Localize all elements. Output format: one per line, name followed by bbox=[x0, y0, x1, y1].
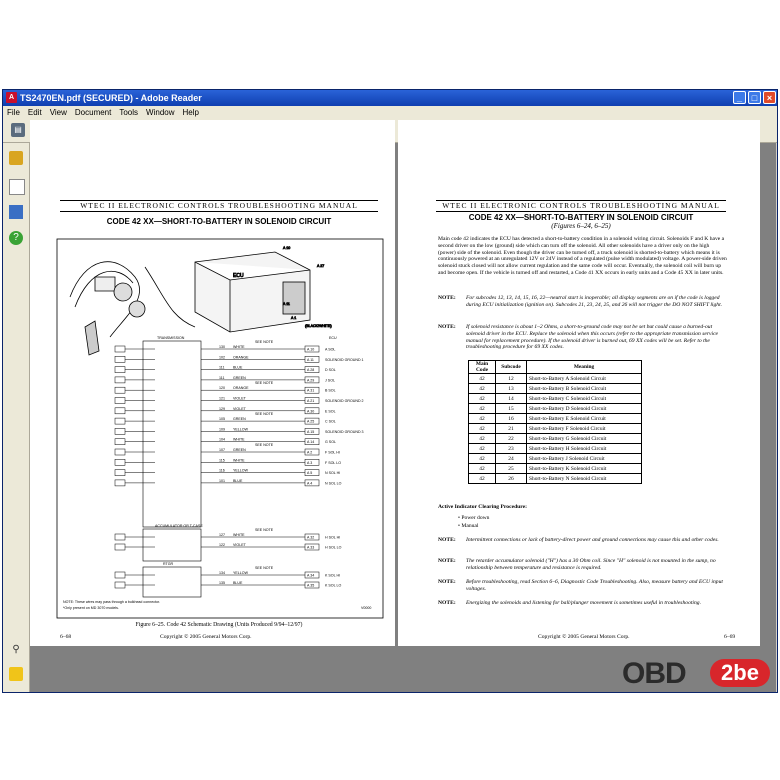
pages-icon[interactable] bbox=[9, 179, 25, 195]
wire-number: 105 bbox=[219, 417, 225, 422]
adobe-reader-icon: A bbox=[6, 92, 17, 103]
note-label-3: NOTE: bbox=[438, 537, 456, 543]
see-note-label: SEE NOTE bbox=[255, 412, 274, 417]
clearing-item-2-text: Manual bbox=[461, 523, 479, 529]
wire-number: 135 bbox=[219, 581, 225, 585]
wire-color: GREEN bbox=[233, 448, 246, 452]
logo-2be-text: 2be bbox=[710, 659, 770, 687]
cell-main-code: 42 bbox=[469, 464, 496, 474]
ecu-pin: A 14 bbox=[307, 440, 315, 445]
wire-color: YELLOW bbox=[233, 427, 248, 432]
page-header: WTEC II ELECTRONIC CONTROLS TROUBLESHOOTING MANUAL bbox=[60, 200, 378, 212]
ecu-pin: A 11 bbox=[307, 357, 314, 362]
menu-document[interactable]: Document bbox=[74, 108, 112, 117]
note-label-6: NOTE: bbox=[438, 600, 456, 606]
see-note-label: SEE NOTE bbox=[255, 381, 274, 386]
solenoid-label: SOLENOID GROUND 2 bbox=[325, 399, 364, 403]
col-meaning: Meaning bbox=[527, 361, 642, 374]
wire-color: VIOLET bbox=[233, 396, 246, 401]
table-row bbox=[469, 374, 642, 384]
table-row bbox=[469, 414, 642, 424]
cell-meaning: Short-to-Battery G Solenoid Circuit bbox=[527, 434, 642, 444]
note-4: The retarder accumulator solenoid ("H") has a 30 Ohm coil. Since "H" solenoid is not mounted in the sump, no relationship between temperature and resistance is required. bbox=[466, 558, 716, 571]
wire-number: 111 bbox=[219, 365, 225, 370]
cell-subcode: 21 bbox=[496, 424, 527, 434]
clearing-title: Active Indicator Clearing Procedure: bbox=[438, 504, 528, 510]
wire-color: WHITE bbox=[233, 458, 245, 463]
cell-subcode: 24 bbox=[496, 454, 527, 464]
section-subtitle: (Figures 6–24, 6–25) bbox=[551, 222, 611, 230]
ecu-pin: A 15 bbox=[307, 429, 315, 434]
table-row bbox=[469, 434, 642, 444]
ecu-column-label: ECU bbox=[329, 336, 337, 340]
ecu-pin: A 29 bbox=[307, 378, 315, 383]
menu-edit[interactable]: Edit bbox=[27, 108, 42, 117]
wire-color: BLUE bbox=[233, 581, 243, 585]
solenoid-label: B SOL bbox=[325, 388, 336, 393]
solenoid-label: G SOL bbox=[325, 440, 336, 445]
wire-number: 109 bbox=[219, 427, 225, 432]
cell-subcode: 14 bbox=[496, 394, 527, 404]
see-note-label: SEE NOTE bbox=[255, 340, 274, 344]
ecu-pin: A 25 bbox=[307, 419, 315, 424]
ecu-pin: A 2 bbox=[307, 450, 313, 455]
solenoid-label: N SOL HI bbox=[325, 471, 341, 476]
right-page bbox=[398, 120, 760, 646]
figure-caption: Figure 6–25. Code 42 Schematic Drawing (Units Produced 9/94–12/97) bbox=[135, 622, 303, 628]
cell-meaning: Short-to-Battery D Solenoid Circuit bbox=[527, 404, 642, 414]
solenoid-label: N SOL LO bbox=[325, 481, 342, 486]
connector-label-a10: A 10 bbox=[283, 246, 291, 250]
note-label-2: NOTE: bbox=[438, 324, 456, 330]
table-row bbox=[469, 474, 642, 484]
wire-color: YELLOW bbox=[233, 468, 248, 473]
close-button[interactable]: × bbox=[763, 91, 776, 104]
ecu-pin: A 3 bbox=[307, 460, 313, 465]
wire-color: GREEN bbox=[233, 417, 246, 422]
cell-main-code: 42 bbox=[469, 404, 496, 414]
accumulator-label: ACCUMULATOR OR T-CASE bbox=[155, 524, 203, 528]
cell-meaning: Short-to-Battery H Solenoid Circuit bbox=[527, 444, 642, 454]
cell-meaning: Short-to-Battery C Solenoid Circuit bbox=[527, 394, 642, 404]
see-note-label: SEE NOTE bbox=[255, 528, 274, 532]
solenoid-label: C SOL bbox=[325, 419, 336, 424]
right-page-copyright: Copyright © 2005 General Motors Corp. bbox=[538, 634, 630, 640]
comment-icon[interactable] bbox=[9, 667, 23, 681]
ecu-pin: A 34 bbox=[307, 573, 315, 578]
wire-number: 127 bbox=[219, 533, 225, 537]
see-note-label: SEE NOTE bbox=[255, 443, 274, 447]
col-subcode: Subcode bbox=[496, 361, 527, 374]
page-header: WTEC II ELECTRONIC CONTROLS TROUBLESHOOTING MANUAL bbox=[436, 200, 726, 212]
wire-color: ORANGE bbox=[233, 355, 249, 360]
section-title: CODE 42 XX—SHORT-TO-BATTERY IN SOLENOID CIRCUIT bbox=[106, 217, 332, 226]
cell-meaning: Short-to-Battery A Solenoid Circuit bbox=[527, 374, 642, 384]
menu-window[interactable]: Window bbox=[146, 108, 175, 117]
ecu-pin: A 28 bbox=[307, 368, 315, 373]
rtgr-label: RTGR bbox=[163, 562, 174, 566]
menu-view[interactable]: View bbox=[49, 108, 67, 117]
ecu-pin: A 33 bbox=[307, 545, 315, 550]
table-row bbox=[469, 454, 642, 464]
attachments-icon[interactable] bbox=[9, 205, 23, 219]
wire-number: 121 bbox=[219, 396, 225, 401]
cell-subcode: 12 bbox=[496, 374, 527, 384]
menu-file[interactable]: File bbox=[7, 108, 20, 117]
clearing-item-1: • Power down bbox=[458, 515, 490, 521]
cell-main-code: 42 bbox=[469, 434, 496, 444]
clearing-item-2: • Manual bbox=[458, 523, 479, 529]
maximize-button[interactable]: □ bbox=[748, 91, 761, 104]
title-bar bbox=[3, 90, 777, 106]
cell-meaning: Short-to-Battery E Solenoid Circuit bbox=[527, 414, 642, 424]
note-1: For subcodes 12, 13, 14, 15, 16, 22—neutral start is inoperable; all display segments are on if the code is logged during ECU initialization (ignition on). Subcodes 21, 23, 24, 25, and 26 will not trigger the DO NOT SHIFT light. bbox=[466, 295, 723, 308]
solenoid-label: SOLENOID GROUND 3 bbox=[325, 429, 364, 434]
cell-subcode: 25 bbox=[496, 464, 527, 474]
cell-meaning: Short-to-Battery N Solenoid Circuit bbox=[527, 474, 642, 484]
left-page-number: 6–68 bbox=[60, 634, 72, 640]
ecu-pin: A 10 bbox=[307, 347, 315, 352]
cell-subcode: 22 bbox=[496, 434, 527, 444]
wire-number: 104 bbox=[219, 437, 225, 442]
cell-main-code: 42 bbox=[469, 384, 496, 394]
ecu-pin: A 21 bbox=[307, 399, 315, 403]
section-title: CODE 42 XX—SHORT-TO-BATTERY IN SOLENOID CIRCUIT bbox=[468, 213, 694, 222]
obd2be-logo bbox=[622, 651, 772, 691]
table-row bbox=[469, 384, 642, 394]
solenoid-label: E SOL bbox=[325, 409, 336, 414]
note-label-5: NOTE: bbox=[438, 579, 456, 585]
cell-subcode: 23 bbox=[496, 444, 527, 454]
cell-meaning: Short-to-Battery B Solenoid Circuit bbox=[527, 384, 642, 394]
solenoid-label: SOLENOID GROUND 1 bbox=[325, 357, 364, 362]
diagram-note-2: *Only present on MD 3070 models. bbox=[63, 606, 119, 610]
solenoid-label: A SOL bbox=[325, 347, 336, 352]
cell-main-code: 42 bbox=[469, 414, 496, 424]
wire-number: 101 bbox=[219, 478, 225, 483]
right-page-number: 6–69 bbox=[724, 634, 736, 640]
left-page bbox=[30, 120, 395, 646]
figure-number: V0000 bbox=[361, 606, 372, 610]
diagram-note-1: NOTE: These wires may pass through a bulkhead connector. bbox=[63, 600, 161, 604]
blackwhite-label: (BLACK/WHITE) bbox=[305, 324, 332, 328]
minimize-button[interactable]: _ bbox=[733, 91, 746, 104]
logo-obd-text: OBD bbox=[622, 657, 686, 690]
table-row bbox=[469, 444, 642, 454]
wire-number: 115 bbox=[219, 458, 225, 463]
wire-number: 129 bbox=[219, 406, 225, 411]
solenoid-label: F SOL LO bbox=[325, 460, 342, 465]
table-row bbox=[469, 424, 642, 434]
note-2: If solenoid resistance is about 1–2 Ohms, a short-to-ground code may not be set but could cause a burned-out solenoid driver in the ECU. Replace the solenoid when this occurs (refer to the appropriate transmission service manual for replacement procedure). If the solenoid driver is burned out, 69 XX codes will be set. Refer to the troubleshooting procedure for 69 XX codes. bbox=[466, 324, 719, 351]
see-note-label: SEE NOTE bbox=[255, 566, 274, 570]
navigation-sidebar bbox=[3, 143, 30, 692]
code-table bbox=[468, 360, 642, 484]
schematic-diagram bbox=[55, 237, 385, 620]
wire-color: WHITE bbox=[233, 437, 245, 442]
menu-help[interactable]: Help bbox=[182, 108, 199, 117]
help-icon[interactable]: ? bbox=[9, 231, 23, 245]
solenoid-label: H SOL LO bbox=[325, 545, 342, 550]
wire-color: WHITE bbox=[233, 533, 245, 537]
ecu-pin: A 4 bbox=[307, 481, 313, 486]
connector-label-a1: A 1 bbox=[291, 316, 297, 320]
table-row bbox=[469, 394, 642, 404]
wire-color: BLUE bbox=[233, 365, 243, 370]
menu-bar bbox=[3, 106, 777, 120]
ecu-pin: A 30 bbox=[307, 409, 315, 414]
ecu-pin: A 31 bbox=[307, 388, 315, 393]
cell-main-code: 42 bbox=[469, 374, 496, 384]
wire-number: 102 bbox=[219, 355, 225, 360]
cell-main-code: 42 bbox=[469, 394, 496, 404]
cell-main-code: 42 bbox=[469, 444, 496, 454]
table-row bbox=[469, 404, 642, 414]
cell-subcode: 13 bbox=[496, 384, 527, 394]
cell-subcode: 16 bbox=[496, 414, 527, 424]
note-label-4: NOTE: bbox=[438, 558, 456, 564]
cell-main-code: 42 bbox=[469, 424, 496, 434]
wire-number: 134 bbox=[219, 571, 225, 575]
connector-label-a27: A 27 bbox=[317, 264, 325, 268]
cell-subcode: 15 bbox=[496, 404, 527, 414]
cell-main-code: 42 bbox=[469, 474, 496, 484]
wire-number: 111 bbox=[219, 375, 225, 380]
table-row bbox=[469, 464, 642, 474]
lock-icon[interactable] bbox=[9, 151, 23, 165]
cell-meaning: Short-to-Battery F Solenoid Circuit bbox=[527, 424, 642, 434]
wire-number: 120 bbox=[219, 386, 225, 391]
wire-color: WHITE bbox=[233, 345, 245, 349]
solenoid-label: K SOL LO bbox=[325, 583, 342, 588]
left-page-copyright: Copyright © 2005 General Motors Corp. bbox=[160, 634, 252, 640]
ecu-pin: A 32 bbox=[307, 535, 315, 540]
solenoid-label: H SOL HI bbox=[325, 535, 341, 540]
note-5: Before troubleshooting, read Section 6–6, Diagnostic Code Troubleshooting. Also, measure battery and ECU input voltages. bbox=[466, 579, 723, 592]
solenoid-label: D SOL bbox=[325, 368, 336, 373]
transmission-label: TRANSMISSION bbox=[157, 336, 185, 340]
wire-color: ORANGE bbox=[233, 386, 249, 391]
solenoid-label: F SOL HI bbox=[325, 450, 340, 455]
wire-color: YELLOW bbox=[233, 571, 248, 575]
window-title: TS2470EN.pdf (SECURED) - Adobe Reader bbox=[20, 93, 202, 103]
cell-subcode: 26 bbox=[496, 474, 527, 484]
col-main-code: Main Code bbox=[469, 361, 496, 374]
cell-main-code: 42 bbox=[469, 454, 496, 464]
note-3: Intermittent connections or lack of battery-direct power and ground connections may cause this and other codes. bbox=[466, 537, 719, 543]
menu-tools[interactable]: Tools bbox=[119, 108, 139, 117]
solenoid-label: J SOL bbox=[325, 378, 335, 383]
intro-paragraph: Main code 42 indicates the ECU has detected a short-to-battery condition in a solenoid wiring circuit. Solenoids F and K have a second driver on the low (ground) side which can turn off the solenoid. All other solenoids have a driver only on the high (power) side of the solenoid. Even though the driver can be turned off, a truck solenoid is shorted-to-battery which means it is continuously powered at an unregulated 12V or 24V instead of a regulated (pulse width modulated) voltage. A power-side driven solenoid stuck closed will not allow current regulation and the same code will occur. Eventually, the solenoid coil will burn up and become open. If the vehicle is turned off and restarted, a Code 41 XX occurs in early units and a Code 45 XX in later units. bbox=[438, 236, 727, 276]
note-label-1: NOTE: bbox=[438, 295, 456, 301]
wire-number: 122 bbox=[219, 543, 225, 547]
wire-color: VIOLET bbox=[233, 543, 246, 547]
wire-color: GREEN bbox=[233, 375, 246, 380]
solenoid-label: K SOL HI bbox=[325, 573, 341, 578]
connector-label-a11: A 11 bbox=[283, 302, 290, 306]
print-icon[interactable]: ▤ bbox=[11, 123, 25, 137]
note-6: Energizing the solenoids and listening for ball/plunger movement is sometimes useful in troubleshooting. bbox=[466, 600, 701, 606]
cell-meaning: Short-to-Battery J Solenoid Circuit bbox=[527, 454, 642, 464]
ecu-label: ECU bbox=[233, 273, 244, 279]
paperclip-icon[interactable]: ⚲ bbox=[12, 644, 20, 655]
wire-number: 116 bbox=[219, 468, 225, 473]
wire-color: BLUE bbox=[233, 478, 243, 483]
wire-number: 107 bbox=[219, 448, 225, 452]
clearing-item-1-text: Power down bbox=[461, 515, 490, 521]
wire-number: 130 bbox=[219, 345, 225, 349]
ecu-pin: A 5 bbox=[307, 471, 313, 476]
cell-meaning: Short-to-Battery K Solenoid Circuit bbox=[527, 464, 642, 474]
wire-color: VIOLET bbox=[233, 406, 246, 411]
ecu-pin: A 35 bbox=[307, 583, 315, 588]
